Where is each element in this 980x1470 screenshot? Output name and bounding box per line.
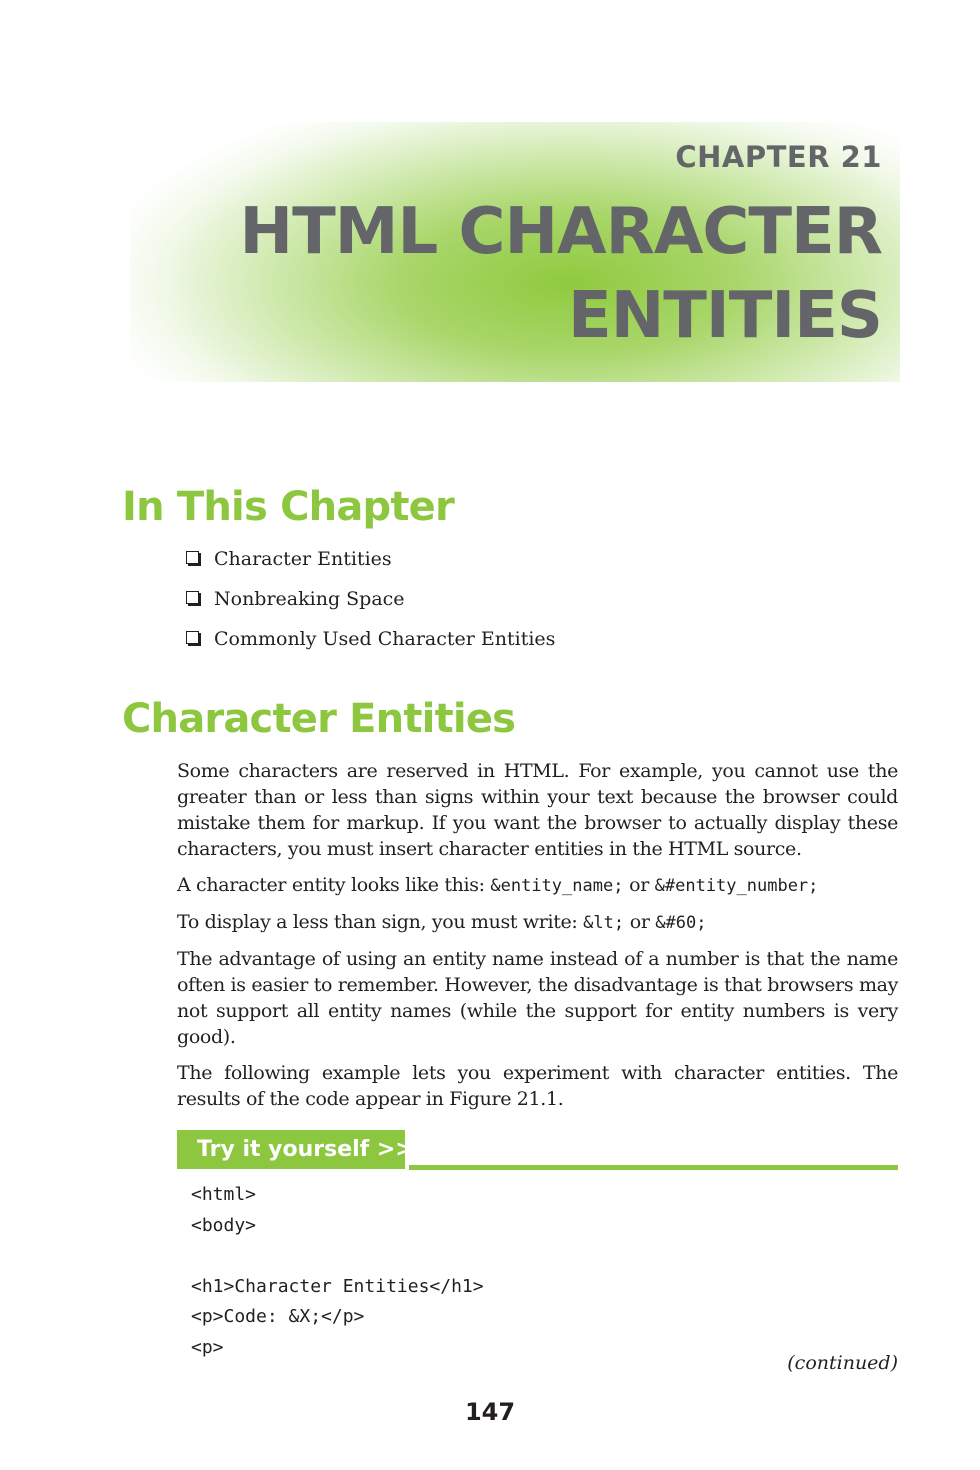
- section-heading: Character Entities: [122, 696, 516, 742]
- checkbox-icon: [186, 591, 199, 604]
- list-item: [186, 584, 555, 624]
- code-line: <p>Code: &X;</p>: [191, 1306, 365, 1327]
- chapter-contents-list: [186, 544, 555, 664]
- paragraph-text: or: [623, 874, 655, 896]
- list-item-label: Nonbreaking Space: [214, 588, 405, 610]
- code-lt-number: &#60;: [655, 913, 707, 933]
- code-line: <html>: [191, 1184, 257, 1205]
- list-item-label: Character Entities: [214, 548, 392, 570]
- paragraph-text: To display a less than sign, you must write:: [177, 911, 584, 933]
- code-entity-name: &entity_name;: [490, 876, 624, 896]
- try-it-yourself-label: Try it yourself >>: [177, 1130, 405, 1169]
- code-entity-number: &#entity_number;: [654, 876, 819, 896]
- list-item: [186, 544, 555, 584]
- checkbox-icon: [186, 551, 199, 564]
- continued-note: (continued): [787, 1352, 898, 1374]
- paragraph: [177, 872, 898, 899]
- code-line: <p>: [191, 1336, 224, 1358]
- paragraph-text: or: [624, 911, 656, 933]
- paragraph: [177, 909, 898, 936]
- code-lt-name: &lt;: [583, 913, 625, 933]
- code-example: [191, 1180, 484, 1363]
- list-item: [186, 624, 555, 664]
- code-line: <h1>Character Entities</h1>: [191, 1275, 484, 1297]
- in-this-chapter-heading: In This Chapter: [122, 484, 454, 530]
- checkbox-icon: [186, 631, 199, 644]
- chapter-number: CHAPTER 21: [675, 140, 882, 174]
- list-item-label: Commonly Used Character Entities: [214, 628, 556, 650]
- paragraph: The following example lets you experiment with character entities. The results of the code appear in Figure 21.1.: [177, 1062, 898, 1110]
- paragraph-text: A character entity looks like this:: [177, 874, 491, 896]
- chapter-title: HTML CHARACTER ENTITIES: [239, 195, 882, 353]
- try-it-divider: [409, 1165, 898, 1170]
- paragraph: Some characters are reserved in HTML. For example, you cannot use the greater than or less than signs within your text because the browser could mistake them for markup. If you want the browser to actually display these characters, you must insert character entities in the HTML source.: [177, 760, 898, 860]
- code-line: <body>: [191, 1214, 257, 1236]
- code-line: [191, 1241, 484, 1272]
- page-number: 147: [464, 1398, 516, 1426]
- section-body: [177, 758, 898, 1122]
- paragraph: The advantage of using an entity name instead of a number is that the name often is easier to remember. However, the disadvantage is that browsers may not support all entity names (while the support for entity numbers is very good).: [177, 948, 898, 1048]
